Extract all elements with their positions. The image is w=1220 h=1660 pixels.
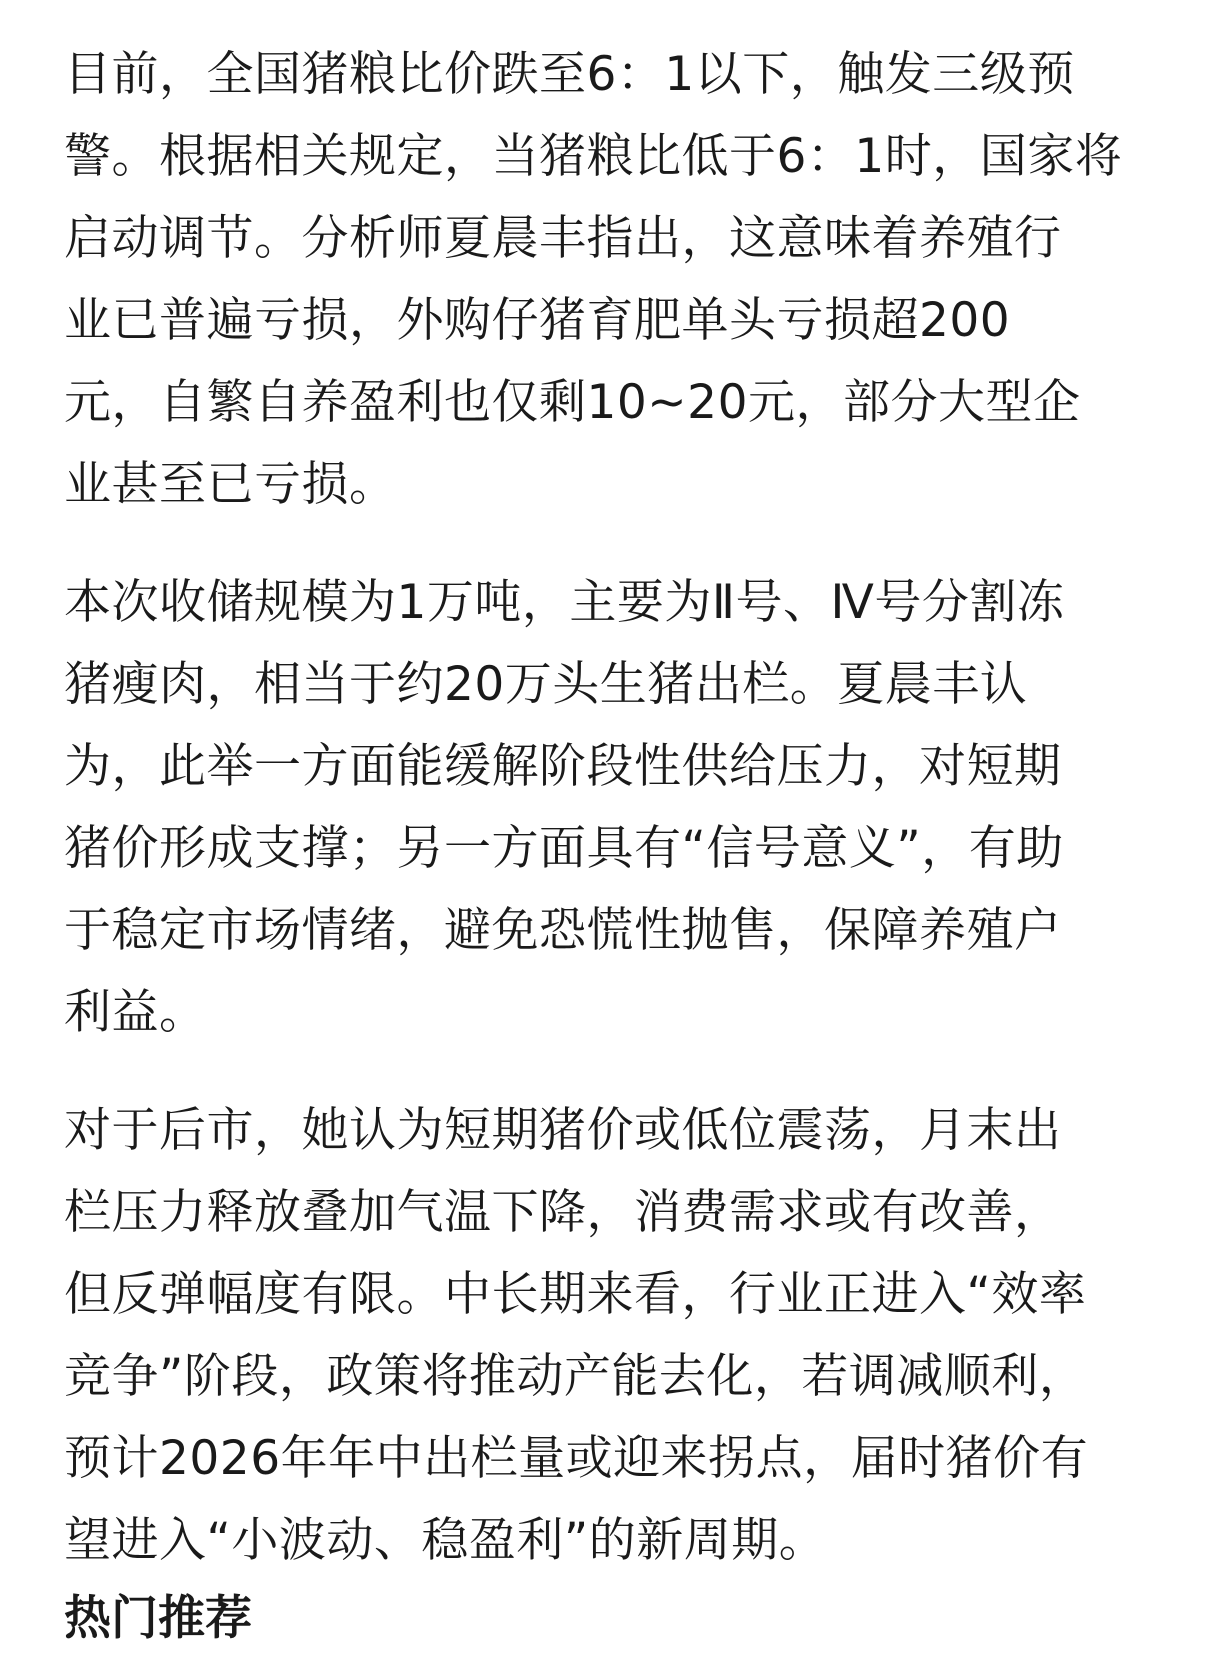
text-line: 元，自繁自养盈利也仅剩10~20元，部分大型企	[64, 375, 1081, 430]
text-line: 本次收储规模为1万吨，主要为Ⅱ号、Ⅳ号分割冻	[64, 575, 1065, 630]
text-line: 望进入“小波动、稳盈利”的新周期。	[64, 1513, 827, 1568]
next-section-heading: 热门推荐	[64, 1591, 252, 1646]
text-line: 启动调节。分析师夏晨丰指出，这意味着养殖行	[64, 211, 1062, 266]
text-line: 利益。	[64, 985, 207, 1040]
paragraph-pork-storage	[64, 562, 1150, 1054]
text-line: 于稳定市场情绪，避免恐慌性抛售，保障养殖户	[64, 903, 1062, 958]
text-line: 业已普遍亏损，外购仔猪育肥单头亏损超200	[64, 293, 1011, 348]
text-line: 预计2026年年中出栏量或迎来拐点，届时猪价有	[64, 1431, 1089, 1486]
text-line: 对于后市，她认为短期猪价或低位震荡，月末出	[64, 1103, 1062, 1158]
text-line: 警。根据相关规定，当猪粮比低于6：1时，国家将	[64, 129, 1123, 184]
text-line: 竞争”阶段，政策将推动产能去化，若调减顺利，	[64, 1349, 1087, 1404]
text-line: 业甚至已亏损。	[64, 457, 397, 512]
paragraph-pig-grain-ratio	[64, 34, 1150, 526]
text-line: 猪价形成支撑；另一方面具有“信号意义”，有助	[64, 821, 1064, 876]
text-line: 但反弹幅度有限。中长期来看，行业正进入“效率	[64, 1267, 1087, 1322]
text-line: 猪瘦肉，相当于约20万头生猪出栏。夏晨丰认	[64, 657, 1028, 712]
text-line: 目前，全国猪粮比价跌至6：1以下，触发三级预	[64, 47, 1075, 102]
paragraph-market-outlook	[64, 1090, 1150, 1582]
text-line: 为，此举一方面能缓解阶段性供给压力，对短期	[64, 739, 1062, 794]
article-body	[64, 34, 1150, 1618]
text-line: 栏压力释放叠加气温下降，消费需求或有改善，	[64, 1185, 1062, 1240]
